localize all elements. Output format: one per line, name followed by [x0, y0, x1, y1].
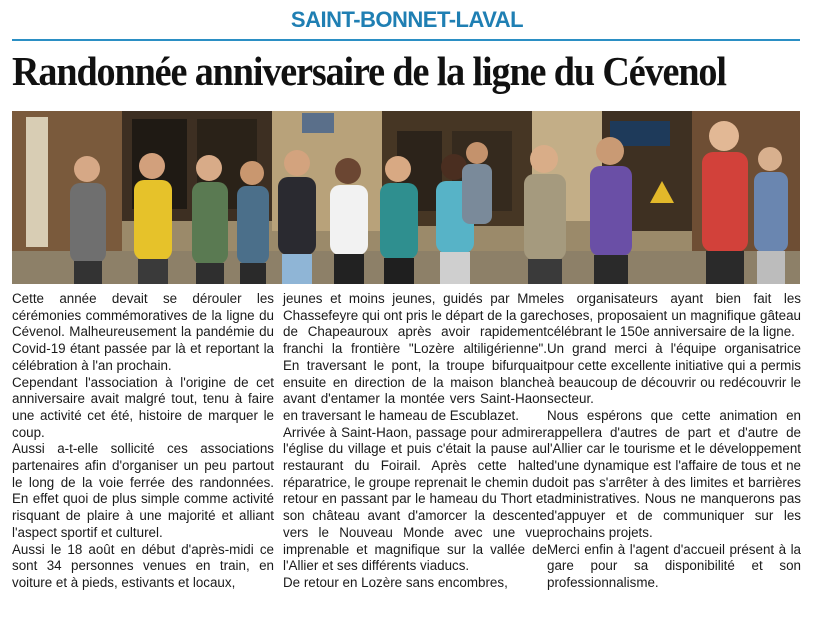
paragraph: les organisateurs ayant bien fait les choses, proposaient un magnifique gâteau célébrant le 150e anniversaire de la ligne.	[547, 291, 801, 340]
paragraph: Cependant l'association à l'origine de cet anniversaire avait malgré tout, tenu à faire une activité cet été, histoire de marquer le coup.	[12, 374, 274, 440]
section-rule	[12, 39, 800, 41]
article-body	[12, 291, 800, 636]
group-photo	[12, 111, 800, 284]
article-headline: Randonnée anniversaire de la ligne du Cévenol	[12, 48, 726, 94]
paragraph: Arrivée à Saint-Haon, passage pour admirer l'église du village et puis c'était la pause au restaurant du Foirail. Après cette halte réparatrice, le groupe reprenait le chemin du retour en passant par le hameau du Thort et son château avant d'amorcer la descente vers le Nouveau Monde avec une vue imprenable et magnifique sur la vallée de l'Allier et ses différents viaducs.	[283, 424, 547, 574]
paragraph: Aussi a-t-elle sollicité ces associations partenaires afin d'organiser un peu partout le long de la voie ferrée des randonnées. En effet quoi de plus simple comme activité risquant de plaire à une majorité et alliant l'aspect sportif et culturel.	[12, 441, 274, 540]
paragraph: Nous espérons que cette animation en appellera d'autres de part et d'autre de l'Allier car le tourisme et le développement d'une dynamique est l'affaire de tous et ne doit pas s'arrêter à des limites et barrières administratives. Nous ne manquerons pas d'appuyer et de communiquer sur les prochains projets.	[547, 407, 801, 540]
paragraph: Aussi le 18 août en début d'après-midi ce sont 34 personnes venues en train, en voiture et à pieds, estivants et locaux,	[12, 541, 274, 590]
paragraph: De retour en Lozère sans encombres,	[283, 574, 508, 590]
paragraph: Merci enfin à l'agent d'accueil présent à la gare pour sa disponibilité et son professionnalisme.	[547, 541, 801, 590]
section-kicker: SAINT-BONNET-LAVAL	[290, 7, 524, 32]
paragraph: Cette année devait se dérouler les cérémonies commémoratives de la ligne du Cévenol. Malheureusement la pandémie du Covid-19 étant passée par là et reportant la célébration à l'an prochain.	[12, 291, 274, 373]
group-photo-illustration	[12, 111, 800, 284]
paragraph: jeunes et moins jeunes, guidés par Mme Chassefeyre qui ont pris le départ de la gare de Chapeauroux après avoir rapidement franchi la frontière "Lozère altiligérienne". En traversant le pont, la troupe bifurquait ensuite en direction de la maison blanche avant d'entamer la montée vers Saint-Haon en traversant le hameau de Escublazet.	[283, 291, 547, 423]
article-column-2	[283, 291, 547, 592]
article-column-1	[12, 291, 274, 592]
paragraph: Un grand merci à l'équipe organisatrice pour cette excellente initiative qui a permis à beaucoup de découvrir ou redécouvrir le secteur.	[547, 341, 801, 407]
article-column-3	[547, 291, 801, 592]
